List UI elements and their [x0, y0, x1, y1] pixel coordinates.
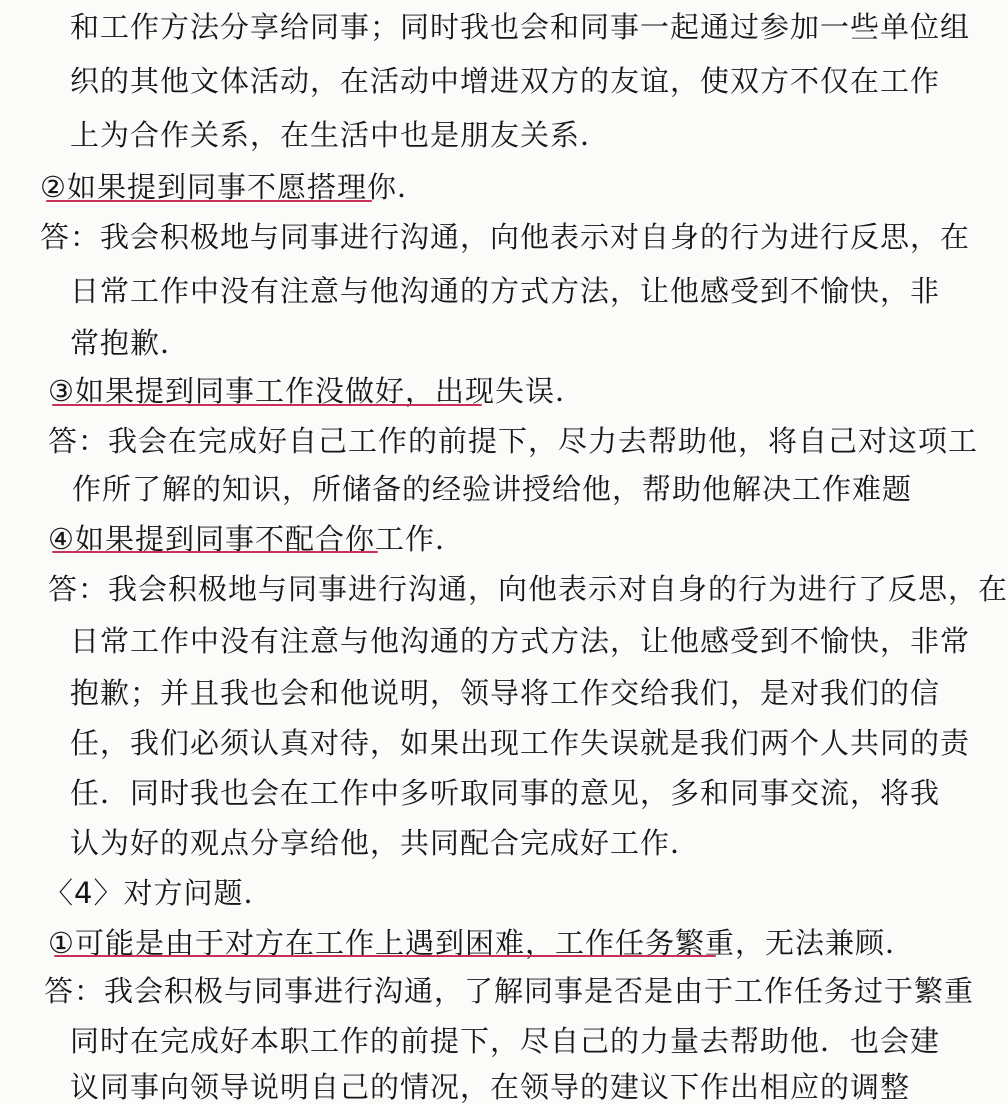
text-line-15: 任，我们必须认真对待，如果出现工作失误就是我们两个人共同的责 [70, 726, 971, 760]
text-line-9: 答：我会在完成好自己工作的前提下，尽力去帮助他，将自己对这项工 [48, 424, 979, 458]
text-line-21: 同时在完成好本职工作的前提下，尽自己的力量去帮助他．也会建 [70, 1024, 941, 1058]
question-3-heading: ③如果提到同事工作没做好，出现失误． [48, 374, 585, 408]
text-line-3: 上为合作关系，在生活中也是朋友关系． [70, 118, 611, 152]
text-line-22: 议同事向领导说明自己的情况，在领导的建议下作出相应的调整 [70, 1070, 911, 1104]
text-line-7: 常抱歉． [70, 326, 191, 360]
question-2-underline [46, 200, 372, 202]
text-line-12: 答：我会积极地与同事进行沟通，向他表示对自身的行为进行了反思，在 [48, 572, 1008, 606]
text-line-1: 和工作方法分享给同事；同时我也会和同事一起通过参加一些单位组 [70, 10, 971, 44]
text-line-10: 作所了解的知识，所储备的经验讲授给他，帮助他解决工作难题 [72, 472, 913, 506]
text-line-5: 答：我会积极地与同事进行沟通，向他表示对自身的行为进行反思，在 [40, 220, 971, 254]
question-4-heading: ④如果提到同事不配合你工作． [48, 522, 465, 556]
text-line-20: 答：我会积极与同事进行沟通，了解同事是否是由于工作任务过于繁重 [44, 974, 975, 1008]
text-line-16: 任．同时我也会在工作中多听取同事的意见，多和同事交流，将我 [70, 776, 941, 810]
question-3-underline [52, 404, 482, 406]
section-4-heading: 〈4〉对方问题． [44, 876, 274, 910]
possibility-1-heading: ①可能是由于对方在工作上遇到困难，工作任务繁重，无法兼顾． [48, 926, 915, 960]
possibility-1-underline [54, 955, 716, 957]
question-2-heading: ②如果提到同事不愿搭理你． [40, 170, 427, 204]
text-line-2: 织的其他文体活动，在活动中增进双方的友谊，使双方不仅在工作 [70, 64, 941, 98]
text-line-13: 日常工作中没有注意与他沟通的方式方法，让他感受到不愉快，非常 [70, 624, 971, 658]
question-4-underline [52, 551, 378, 553]
text-line-6: 日常工作中没有注意与他沟通的方式方法，让他感受到不愉快，非 [70, 274, 941, 308]
text-line-17: 认为好的观点分享给他，共同配合完成好工作． [70, 826, 701, 860]
text-line-14: 抱歉；并且我也会和他说明，领导将工作交给我们，是对我们的信 [70, 676, 941, 710]
